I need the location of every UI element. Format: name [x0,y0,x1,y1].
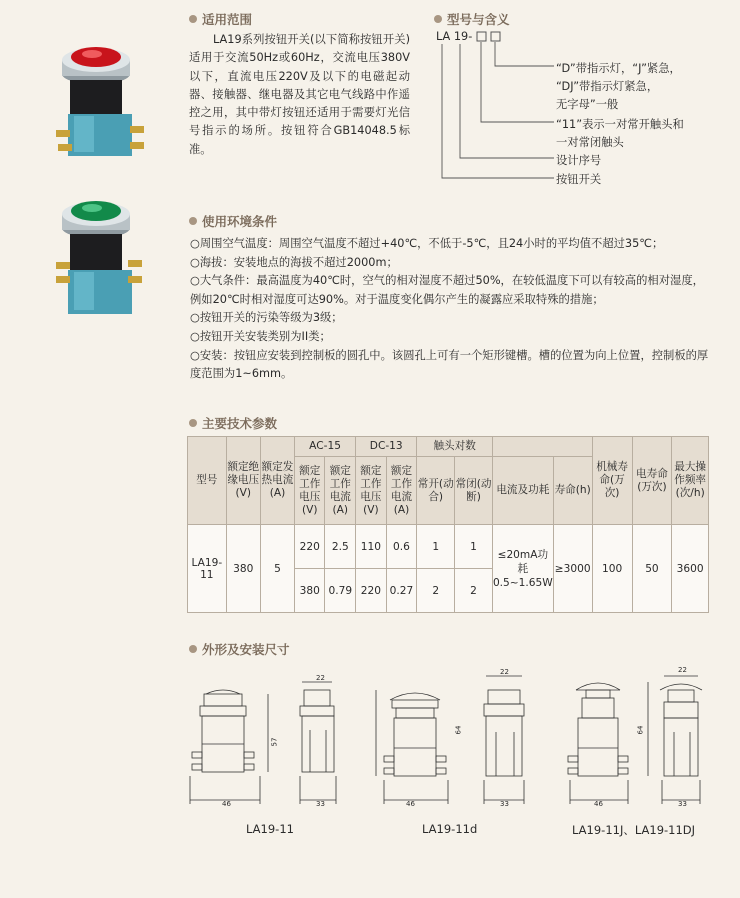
drawing-la19-11d-front [376,690,448,804]
env-heading: 使用环境条件 [189,212,277,230]
env-list [190,235,710,384]
list-item: ○大气条件：最高温度为40℃时，空气的相对湿度不超过50%，在较低温度下可以有较高的相对湿度，例如20℃时相对湿度可达90%。对于温度变化偶尔产生的凝露应采取特殊的措施； [190,274,704,306]
scope-heading: 适用范围 [189,10,252,28]
bullet-dot-icon [189,217,197,225]
model-legend-switch: 按钮开关 [556,173,602,186]
model-legend-design: 设计序号 [556,154,602,167]
dim-22-a: 22 [316,674,325,682]
th-blank [492,437,592,457]
dims-heading: 外形及安装尺寸 [189,640,290,658]
scope-paragraph: LA19系列按钮开关(以下简称按钮开关)适用于交流50Hz或60Hz，交流电压380V以下，直流电压220V及以下的电磁起动器、接触器、继电器及其它电气线路中作遥控之用，其中带灯按钮还适用于需要灯光信号指示的场所。按钮符合GB14048.5标准。 [189,33,410,156]
dim-46-a: 46 [222,800,231,808]
cell-ac-a: 0.79 [325,569,356,613]
cell-life: ≥3000 [553,525,592,613]
bullet-dot-icon [189,15,197,23]
list-item: ○周围空气温度：周围空气温度不超过+40℃，不低于-5℃，且24小时的平均值不超过35℃； [190,237,664,250]
cell-power: ≤20mA功耗0.5~1.65W [492,525,553,613]
th-life: 寿命(h) [553,457,592,525]
cell-no: 2 [417,569,455,613]
model-legend-11b: 一对常闭触头 [556,136,624,149]
th-nc: 常闭(动断) [455,457,493,525]
dimension-drawings [180,660,715,820]
cell-thermal: 5 [260,525,294,613]
dim-46-b: 46 [406,800,415,808]
tech-heading: 主要技术参数 [189,414,277,432]
label-la19-11d: LA19-11d [422,822,478,836]
cell-ac-v: 380 [294,569,325,613]
cell-dc-a: 0.27 [386,569,417,613]
cell-nc: 1 [455,525,493,569]
th-insulation: 额定绝缘电压(V) [226,437,260,525]
list-item: ○按钮开关的污染等级为3级； [190,311,343,325]
dim-57: 57 [270,737,279,747]
cell-model: LA19-11 [188,525,227,613]
th-no: 常开(动合) [417,457,455,525]
cell-nc: 2 [455,569,493,613]
cell-no: 1 [417,525,455,569]
cell-mech: 100 [592,525,632,613]
label-la19-11: LA19-11 [246,822,294,836]
dim-22-c: 22 [678,666,687,674]
th-contacts: 触头对数 [417,437,493,457]
th-ac: AC-15 [294,437,355,457]
drawing-la19-11j-front [568,683,628,804]
cell-dc-a: 0.6 [386,525,417,569]
th-power: 电流及功耗 [492,457,553,525]
model-legend-dj: “DJ”带指示灯紧急， [556,80,659,93]
drawing-la19-11d-side [484,676,524,804]
cell-dc-v: 220 [356,569,387,613]
model-legend-11: “11”表示一对常开触头和 [556,118,684,131]
model-code: LA 19- [436,30,473,43]
list-item: ○安装：按钮应安装到控制板的圆孔中。该圆孔上可有一个矩形键槽。槽的位置为向上位置，控制板的厚度范围为1~6mm。 [190,348,709,381]
cell-ac-v: 220 [294,525,325,569]
list-item: ○按钮开关安装类别为II类； [190,329,331,343]
model-heading: 型号与含义 [434,10,510,28]
th-mech: 机械寿命(万次) [592,437,632,525]
th-dc-a: 额定工作电流(A) [386,457,417,525]
dim-46-c: 46 [594,800,603,808]
label-la19-11j: LA19-11J、LA19-11DJ [572,823,696,837]
dim-33-a: 33 [316,800,325,808]
red-button-photo [54,30,164,170]
th-thermal: 额定发热电流(A) [260,437,294,525]
bullet-dot-icon [189,419,197,427]
dim-64-b: 64 [636,725,645,735]
dim-33-c: 33 [678,800,687,808]
th-elec: 电寿命(万次) [632,437,672,525]
cell-ac-a: 2.5 [325,525,356,569]
dim-22-b: 22 [500,668,509,676]
th-ac-a: 额定工作电流(A) [325,457,356,525]
drawing-la19-11j-side [648,676,702,804]
drawing-la19-11-front [190,690,268,804]
th-dc-v: 额定工作电压(V) [356,457,387,525]
cell-elec: 50 [632,525,672,613]
th-freq: 最大操作频率(次/h) [672,437,709,525]
list-item: ○海拔：安装地点的海拔不超过2000m； [190,255,398,269]
cell-freq: 3600 [672,525,709,613]
tech-table [187,436,709,613]
green-button-photo [54,198,164,338]
drawing-la19-11-side [300,682,336,804]
model-legend-none: 无字母”一般 [556,98,619,111]
cell-dc-v: 110 [356,525,387,569]
dim-33-b: 33 [500,800,509,808]
model-legend-d: “D”带指示灯，“J”紧急， [556,62,681,75]
bullet-dot-icon [189,645,197,653]
dim-64-a: 64 [454,725,463,735]
cell-insulation: 380 [226,525,260,613]
bullet-dot-icon [434,15,442,23]
th-dc: DC-13 [356,437,417,457]
th-ac-v: 额定工作电压(V) [294,457,325,525]
th-model: 型号 [188,437,227,525]
